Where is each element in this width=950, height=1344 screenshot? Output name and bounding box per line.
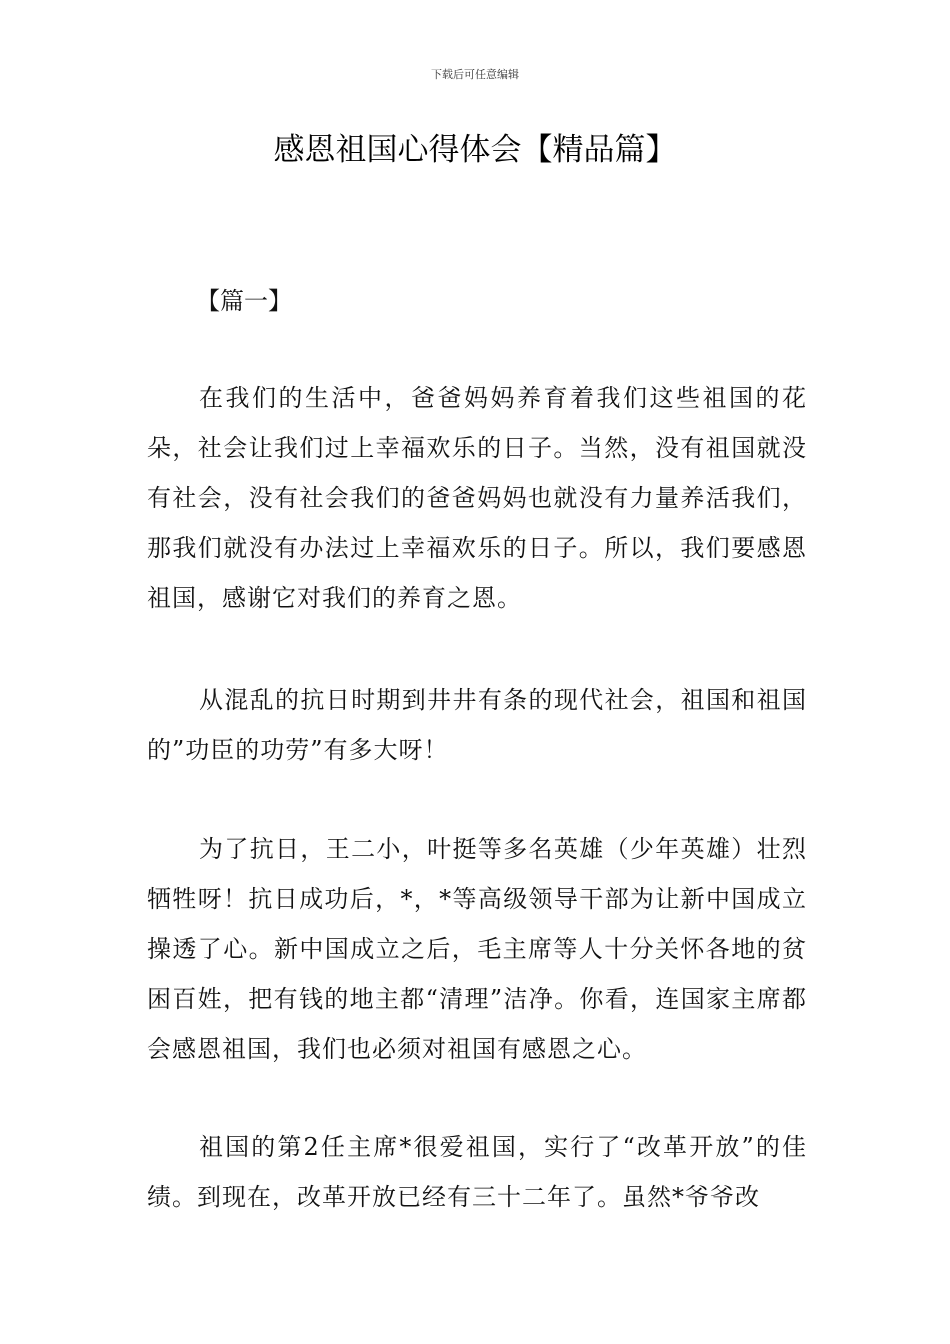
- section-label: 【篇一】: [196, 287, 292, 315]
- paragraph-1: 在我们的生活中，爸爸妈妈养育着我们这些祖国的花朵，社会让我们过上幸福欢乐的日子。当然，没有祖国就没有社会，没有社会我们的爸爸妈妈也就没有力量养活我们，那我们就没有办法过上幸福欢乐的日子。所以，我们要感恩祖国，感谢它对我们的养育之恩。: [147, 384, 807, 612]
- paragraph-2: 从混乱的抗日时期到井井有条的现代社会，祖国和祖国的”功臣的功劳”有多大呀！: [147, 686, 807, 764]
- paragraph-4: 祖国的第2任主席*很爱祖国，实行了“改革开放”的佳绩。到现在，改革开放已经有三十二年了。虽然*爷爷改: [147, 1133, 807, 1211]
- document-title: 感恩祖国心得体会【精品篇】: [273, 132, 677, 168]
- header-note: 下载后可任意编辑: [431, 68, 519, 81]
- paragraph-3: 为了抗日，王二小，叶挺等多名英雄（少年英雄）壮烈牺牲呀！抗日成功后，*，*等高级领导干部为让新中国成立操透了心。新中国成立之后，毛主席等人十分关怀各地的贫困百姓，把有钱的地主都“清理”洁净。你看，连国家主席都会感恩祖国，我们也必须对祖国有感恩之心。: [147, 835, 807, 1063]
